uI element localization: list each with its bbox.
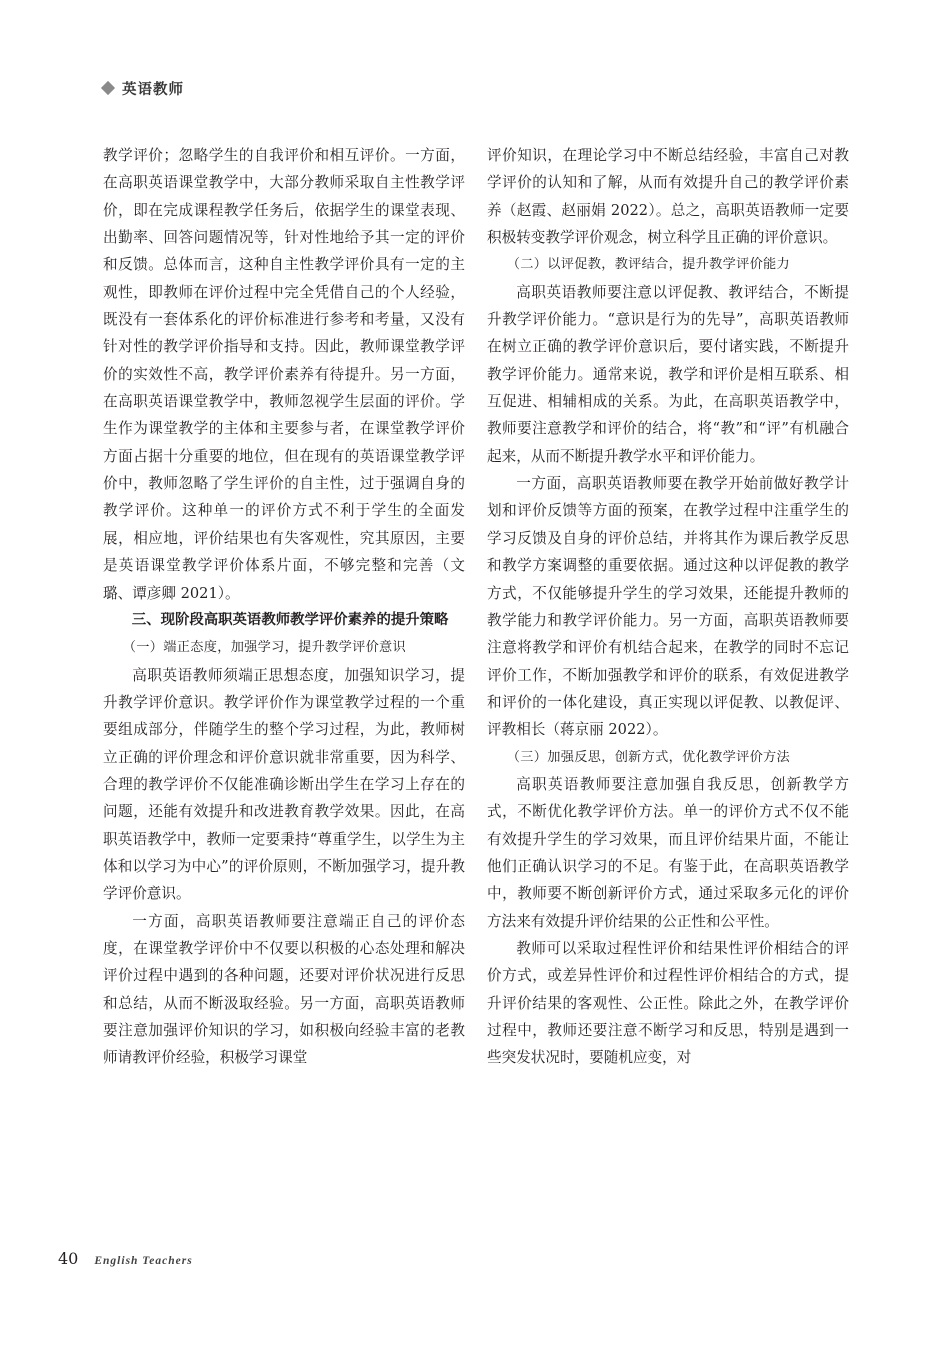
paragraph: 教学评价；忽略学生的自我评价和相互评价。一方面，在高职英语课堂教学中，大部分教师采取自主性教学评价，即在完成课程教学任务后，依据学生的课堂表现、出勤率、回答问题情况等，针对性地给予其一定的评价和反馈。总体而言，这种自主性教学评价具有一定的主观性，即教师在评价过程中完全凭借自己的个人经验，既没有一套体系化的评价标准进行参考和考量，又没有针对性的教学评价指导和支持。因此，教师课堂教学评价的实效性不高，教学评价素养有待提升。另一方面，在高职英语课堂教学中，教师忽视学生层面的评价。学生作为课堂教学的主体和主要参与者，在课堂教学评价方面占据十分重要的地位，但在现有的英语课堂教学评价中，教师忽略了学生评价的自主性，过于强调自身的教学评价。这种单一的评价方式不利于学生的全面发展，相应地，评价结果也有失客观性，究其原因，主要是英语课堂教学评价体系片面，不够完整和完善（文璐、谭彦卿 2021）。 <box>103 147 465 602</box>
journal-english-title: English Teachers <box>94 1255 193 1267</box>
paragraph: 一方面，高职英语教师要在教学开始前做好教学计划和评价反馈等方面的预案，在教学过程中注重学生的学习反馈及自身的评价总结，并将其作为课后教学反思和教学方案调整的重要依据。通过这种以评促教的教学方式，不仅能够提升学生的学习效果，还能提升教师的教学能力和教学评价能力。另一方面，高职英语教师要注意将教学和评价有机结合起来，在教学的同时不忘记评价工作，不断加强教学和评价的联系，有效促进教学和评价的一体化建设，真正实现以评促教、以教促评、评教相长（蒋京丽 2022）。 <box>487 475 849 739</box>
paragraph: 教师可以采取过程性评价和结果性评价相结合的评价方式，或差异性评价和过程性评价相结合的方式，提升评价结果的客观性、公正性。除此之外，在教学评价过程中，教师还要注意不断学习和反思，特别是遇到一些突发状况时，要随机应变，对 <box>487 939 849 1067</box>
running-head <box>103 76 184 100</box>
paragraph: 评价知识，在理论学习中不断总结经验，丰富自己对教学评价的认知和了解，从而有效提升自己的教学评价素养（赵霞、赵丽娟 2022）。总之，高职英语教师一定要积极转变教学评价观念，树立科学且正确的评价意识。 <box>487 147 849 247</box>
page-number: 40 <box>58 1249 79 1268</box>
paragraph: 一方面，高职英语教师要注意端正自己的评价态度，在课堂教学评价中不仅要以积极的心态处理和解决评价过程中遇到的各种问题，还要对评价状况进行反思和总结，从而不断汲取经验。另一方面，高职英语教师要注意加强评价知识的学习，如积极向经验丰富的老教师请教评价经验，积极学习课堂 <box>103 912 465 1067</box>
journal-name: 英语教师 <box>122 81 184 98</box>
subsection-heading: （一）端正态度，加强学习，提升教学评价意识 <box>122 640 407 656</box>
paragraph: 高职英语教师须端正思想态度，加强知识学习，提升教学评价意识。教学评价作为课堂教学过程的一个重要组成部分，伴随学生的整个学习过程，为此，教师树立正确的评价理念和评价意识就非常重要，因为科学、合理的教学评价不仅能准确诊断出学生在学习上存在的问题，还能有效提升和改进教育教学效果。因此，在高职英语教学中，教师一定要秉持“尊重学生，以学生为主体和以学习为中心”的评价原则，不断加强学习，提升教学评价意识。 <box>103 666 465 903</box>
subsection-heading: （二）以评促教，教评结合，提升教学评价能力 <box>506 257 791 273</box>
section-heading: 三、现阶段高职英语教师教学评价素养的提升策略 <box>131 611 449 628</box>
diamond-icon <box>101 81 115 95</box>
left-column <box>103 142 465 1072</box>
right-column <box>487 142 849 1072</box>
subsection-heading: （三）加强反思，创新方式，优化教学评价方法 <box>506 749 791 765</box>
page-footer <box>58 1249 193 1268</box>
paragraph: 高职英语教师要注意以评促教、教评结合，不断提升教学评价能力。“意识是行为的先导”，高职英语教师在树立正确的教学评价意识后，要付诸实践，不断提升教学评价能力。通常来说，教学和评价是相互联系、相互促进、相辅相成的关系。为此，在高职英语教学中，教师要注意教学和评价的结合，将“教”和“评”有机融合起来，从而不断提升教学水平和评价能力。 <box>487 283 849 465</box>
paragraph: 高职英语教师要注意加强自我反思，创新教学方式，不断优化教学评价方法。单一的评价方式不仅不能有效提升学生的学习效果，而且评价结果片面，不能让他们正确认识学习的不足。有鉴于此，在高职英语教学中，教师要不断创新评价方式，通过采取多元化的评价方法来有效提升评价结果的公正性和公平性。 <box>487 775 849 930</box>
